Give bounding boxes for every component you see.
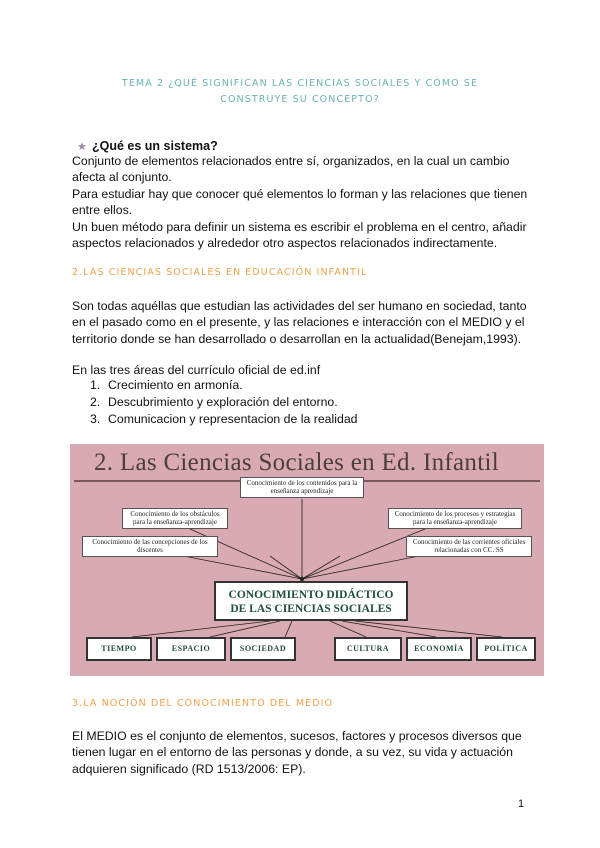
- box-concepciones: Conocimiento de las concepciones de los discentes: [82, 536, 218, 557]
- intro-paragraph: Un buen método para definir un sistema es escribir el problema en el centro, añadir aspectos relacionados y alrededor otro aspectos relacionados indirectamente.: [72, 219, 527, 251]
- subheading-system: ¿Qué es un sistema?: [92, 139, 218, 153]
- section-3-paragraph: El MEDIO es el conjunto de elementos, sucesos, factores y procesos diversos que tienen lugar en el entorno de las personas y donde, a su vez, su vida y actuación adquieren significado (RD 1513/2006: EP).: [72, 729, 522, 776]
- intro-paragraph: Conjunto de elementos relacionados entre sí, organizados, en la cual un cambio afecta al conjunto.: [72, 154, 510, 185]
- diagram-figure: [70, 444, 544, 676]
- section-2-paragraph: Son todas aquéllas que estudian las actividades del ser humano en sociedad, tanto en el pasado como en el presente, y las relaciones e interacción con el MEDIO y el territorio donde se han desarrollado o desarrollan en la actualidad(Benejam,1993).: [72, 299, 527, 346]
- section-2-text: [72, 298, 532, 347]
- box-obstaculos: Conocimiento de los obstáculos para la enseñanza-aprendizaje: [122, 508, 228, 529]
- category-politica: POLÍTICA: [476, 637, 536, 661]
- section-2-heading: 2.LAS CIENCIAS SOCIALES EN EDUCACIÓN INFANTIL: [72, 267, 368, 278]
- category-tiempo: TIEMPO: [86, 637, 152, 661]
- intro-text: [72, 153, 532, 251]
- category-cultura: CULTURA: [334, 637, 402, 661]
- document-title: TEMA 2 ¿QUÉ SIGNIFICAN LAS CIENCIAS SOCIALES Y CÓMO SE CONSTRUYE SU CONCEPTO?: [121, 78, 479, 105]
- box-corrientes: Conocimiento de las corrientes oficiales relacionadas con CC. SS: [406, 536, 532, 557]
- page-number: 1: [518, 798, 525, 810]
- section-3-text: [72, 728, 532, 777]
- star-bullet-icon: ★: [77, 141, 87, 153]
- category-sociedad: SOCIEDAD: [230, 637, 296, 661]
- intro-paragraph: Para estudiar hay que conocer qué elementos lo forman y las relaciones que tienen entre ellos.: [72, 186, 528, 218]
- list-item: 2. Descubrimiento y exploración del entorno.: [90, 395, 338, 409]
- list-intro-text: En las tres áreas del currículo oficial de ed.inf: [72, 363, 321, 377]
- list-item: 3. Comunicacion y representacion de la realidad: [90, 412, 358, 426]
- category-espacio: ESPACIO: [156, 637, 226, 661]
- center-concept-box: CONOCIMIENTO DIDÁCTICO DE LAS CIENCIAS SOCIALES: [214, 581, 408, 621]
- curriculum-areas-list: [90, 377, 358, 428]
- list-intro: [72, 362, 532, 378]
- category-economia: ECONOMÍA: [406, 637, 472, 661]
- box-procesos: Conocimiento de los procesos y estrategias para la enseñanza-aprendizaje: [388, 508, 522, 529]
- list-item: 1. Crecimiento en armonía.: [90, 378, 243, 392]
- box-contenidos: Conocimiento de los contenidos para la enseñanza aprendizaje: [240, 477, 364, 498]
- section-3-heading: 3.LA NOCIÓN DEL CONOCIMIENTO DEL MEDIO: [72, 698, 334, 709]
- figure-title: 2. Las Ciencias Sociales en Ed. Infantil: [94, 449, 499, 476]
